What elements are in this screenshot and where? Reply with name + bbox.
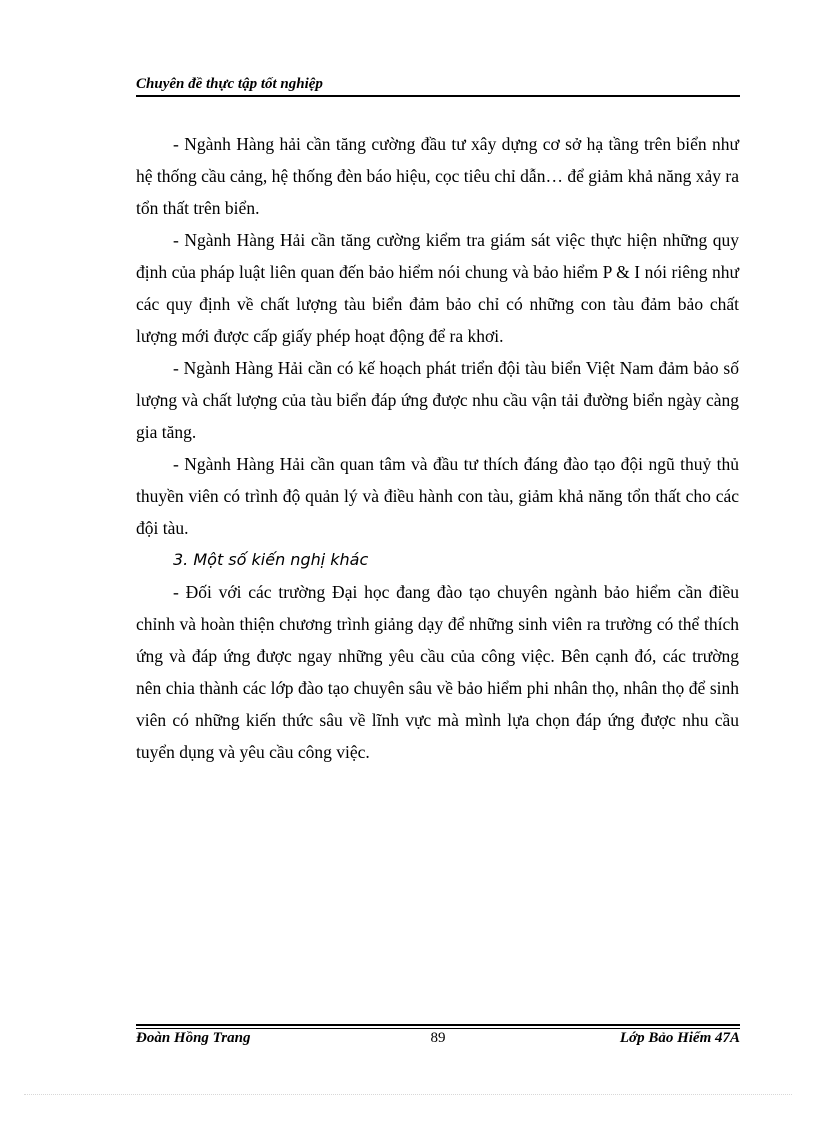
footer-rule-thin bbox=[136, 1028, 740, 1029]
paragraph-5: - Đối với các trường Đại học đang đào tạo chuyên ngành bảo hiểm cần điều chỉnh và hoàn thiện chương trình giảng dạy để những sinh viên ra trường có thể thích ứng và đáp ứng được ngay những yêu cầu của công việc. Bên cạnh đó, các trường nên chia thành các lớp đào tạo chuyên sâu về bảo hiểm phi nhân thọ, nhân thọ để sinh viên có những kiến thức sâu về lĩnh vực mà mình lựa chọn đáp ứng được nhu cầu tuyển dụng và yêu cầu công việc. bbox=[136, 582, 739, 762]
page-header-title: Chuyên đề thực tập tốt nghiệp bbox=[136, 76, 323, 92]
paragraph-2: - Ngành Hàng Hải cần tăng cường kiểm tra giám sát việc thực hiện những quy định của pháp luật liên quan đến bảo hiểm nói chung và bảo hiểm P & I nói riêng như các quy định về chất lượng tàu biển đảm bảo chỉ có những con tàu đảm bảo chất lượng mới được cấp giấy phép hoạt động để ra khơi. bbox=[136, 230, 739, 346]
paragraph-3: - Ngành Hàng Hải cần có kế hoạch phát triển đội tàu biển Việt Nam đảm bảo số lượng và chất lượng của tàu biển đáp ứng được nhu cầu vận tải đường biển ngày càng gia tăng. bbox=[136, 358, 739, 442]
page-bottom-border bbox=[24, 1094, 792, 1095]
footer-class-name: Lớp Bảo Hiểm 47A bbox=[619, 1030, 740, 1046]
section-heading: 3. Một số kiến nghị khác bbox=[173, 550, 369, 569]
footer-rule bbox=[136, 1024, 740, 1026]
header-rule bbox=[136, 95, 740, 97]
paragraph-1: - Ngành Hàng hải cần tăng cường đầu tư xây dựng cơ sở hạ tầng trên biển như hệ thống cầu cảng, hệ thống đèn báo hiệu, cọc tiêu chỉ dẫn… để giảm khả năng xảy ra tổn thất trên biển. bbox=[136, 134, 739, 218]
page-number: 89 bbox=[430, 1030, 446, 1046]
footer-author: Đoàn Hồng Trang bbox=[136, 1030, 251, 1046]
page-footer bbox=[136, 1030, 740, 1050]
paragraph-4: - Ngành Hàng Hải cần quan tâm và đầu tư thích đáng đào tạo đội ngũ thuỷ thủ thuyền viên có trình độ quản lý và điều hành con tàu, giảm khả năng tổn thất cho các đội tàu. bbox=[136, 454, 739, 538]
body-text bbox=[136, 128, 739, 768]
